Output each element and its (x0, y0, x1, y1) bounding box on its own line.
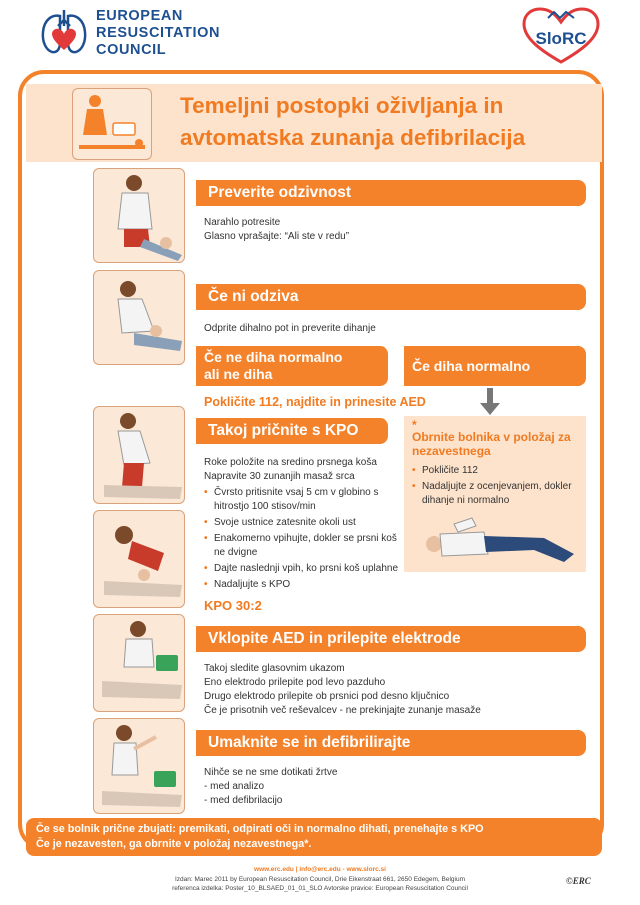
wake-up-instructions (26, 818, 602, 856)
recovery-bullet: • Nadaljujte z ocenjevanjem, dokler dihanje ni normalno (412, 480, 580, 508)
step3-bullets (204, 486, 404, 592)
recovery-heading: Obrnite bolnika v položaj za nezavestnega (412, 430, 571, 458)
step3-line1: Roke položite na sredino prsnega koša (204, 457, 377, 468)
erc-logo-icon (38, 8, 90, 60)
not-breathing-line2: ali ne diha (204, 366, 273, 382)
step5-line1: Nihče se ne sme dotikati žrtve (204, 767, 338, 778)
title-line1: Temeljni postopki oživljanja in (180, 93, 504, 118)
wake-up-line1: Če se bolnik prične zbujati: premikati, odpirati oči in normalno dihati, prenehajte s KPO (36, 823, 484, 835)
step2-illustration (93, 270, 185, 365)
step4-heading: Vklopite AED in prilepite elektrode (196, 626, 586, 652)
step3-illustration-b (93, 510, 185, 608)
title-illustration (72, 88, 152, 160)
step4-illustration (93, 614, 185, 712)
recovery-bullets (412, 464, 580, 508)
cpr-ratio: KPO 30:2 (204, 598, 262, 613)
chest-compression-icon (94, 407, 184, 503)
step1-line2: Glasno vprašajte: “Ali ste v redu” (204, 231, 350, 242)
step3-text (204, 456, 404, 592)
step4-line2: Eno elektrodo prilepite pod levo pazduho (204, 677, 386, 688)
recovery-box (404, 416, 586, 572)
step1-illustration (93, 168, 185, 263)
slorc-logo (518, 6, 604, 66)
stand-clear-icon (94, 719, 184, 813)
airway-check-icon (94, 271, 184, 364)
step3-illustration-a (93, 406, 185, 504)
step3-bullet: • Svoje ustnice zatesnite okoli ust (204, 516, 404, 530)
step1-heading: Preverite odzivnost (196, 180, 586, 206)
step3-bullet: • Enakomerno vpihujte, dokler se prsni koš ne dvigne (204, 532, 404, 560)
aed-pads-icon (94, 615, 184, 711)
erc-name (96, 8, 220, 59)
step5-illustration (93, 718, 185, 814)
step3-bullet: • Dajte naslednji vpih, ko prsni koš uplahne (204, 562, 404, 576)
step3-bullet: • Nadaljujte s KPO (204, 578, 404, 592)
breathing-label: Če diha normalno (412, 357, 531, 374)
step1-line1: Narahlo potresite (204, 217, 281, 228)
footer-line2: referenca izdelka: Poster_10_BLSAED_01_01_SLO Avtorske pravice: European Resuscitation Council (172, 885, 468, 892)
step2-heading: Če ni odziva (196, 284, 586, 310)
step3-heading: Takoj pričnite s KPO (196, 418, 388, 444)
step4-line3: Drugo elektrodo prilepite ob prsnici pod desno ključnico (204, 691, 450, 702)
not-breathing-line1: Če ne diha normalno (204, 349, 343, 365)
rescuer-shaking-icon (94, 169, 184, 262)
call-112-text: Pokličite 112, najdite in prinesite AED (204, 395, 426, 409)
step5-text (204, 766, 337, 808)
recovery-position-icon (414, 510, 580, 568)
page-title (180, 90, 525, 154)
slorc-logo-text: SloRC (535, 29, 587, 48)
recovery-asterisk: * (412, 418, 417, 432)
wake-up-line2: Če je nezavesten, ga obrnite v položaj nezavestnega*. (36, 838, 312, 850)
step4-text (204, 662, 481, 718)
step5-line2: - med analizo (204, 781, 265, 792)
step3-bullet: • Čvrsto pritisnite vsaj 5 cm v globino s hitrostjo 100 stisov/min (204, 486, 404, 514)
cpr-figure-icon (73, 89, 151, 159)
not-breathing-box (196, 346, 388, 386)
down-arrow-icon (479, 388, 501, 416)
footer-line1: Izdan: Marec 2011 by European Resuscitation Council, Drie Eikenstraat 661, 2650 Edegem, Belgium (174, 876, 465, 883)
step3-line2: Napravite 30 zunanjih masaž srca (204, 471, 355, 482)
org-line1: EUROPEAN (96, 8, 183, 24)
step4-line1: Takoj sledite glasovnim ukazom (204, 663, 345, 674)
step5-line3: - med defibrilacijo (204, 795, 283, 806)
step5-heading: Umaknite se in defibrilirajte (196, 730, 586, 756)
erc-signature: ©ERC (566, 876, 591, 886)
footer-links[interactable]: www.erc.edu | info@erc.edu - www.slorc.si (254, 866, 386, 873)
org-line2: RESUSCITATION (96, 25, 221, 41)
step2-text: Odprite dihalno pot in preverite dihanje (204, 323, 376, 334)
title-line2: avtomatska zunanja defibrilacija (180, 125, 526, 150)
recovery-bullet: • Pokličite 112 (412, 464, 580, 478)
step4-line4: Če je prisotnih več reševalcev - ne prekinjajte zunanje masaže (204, 705, 481, 716)
breathing-box (404, 346, 586, 386)
step1-text (204, 216, 349, 244)
org-line3: COUNCIL (96, 42, 167, 58)
rescue-breath-icon (94, 511, 184, 607)
